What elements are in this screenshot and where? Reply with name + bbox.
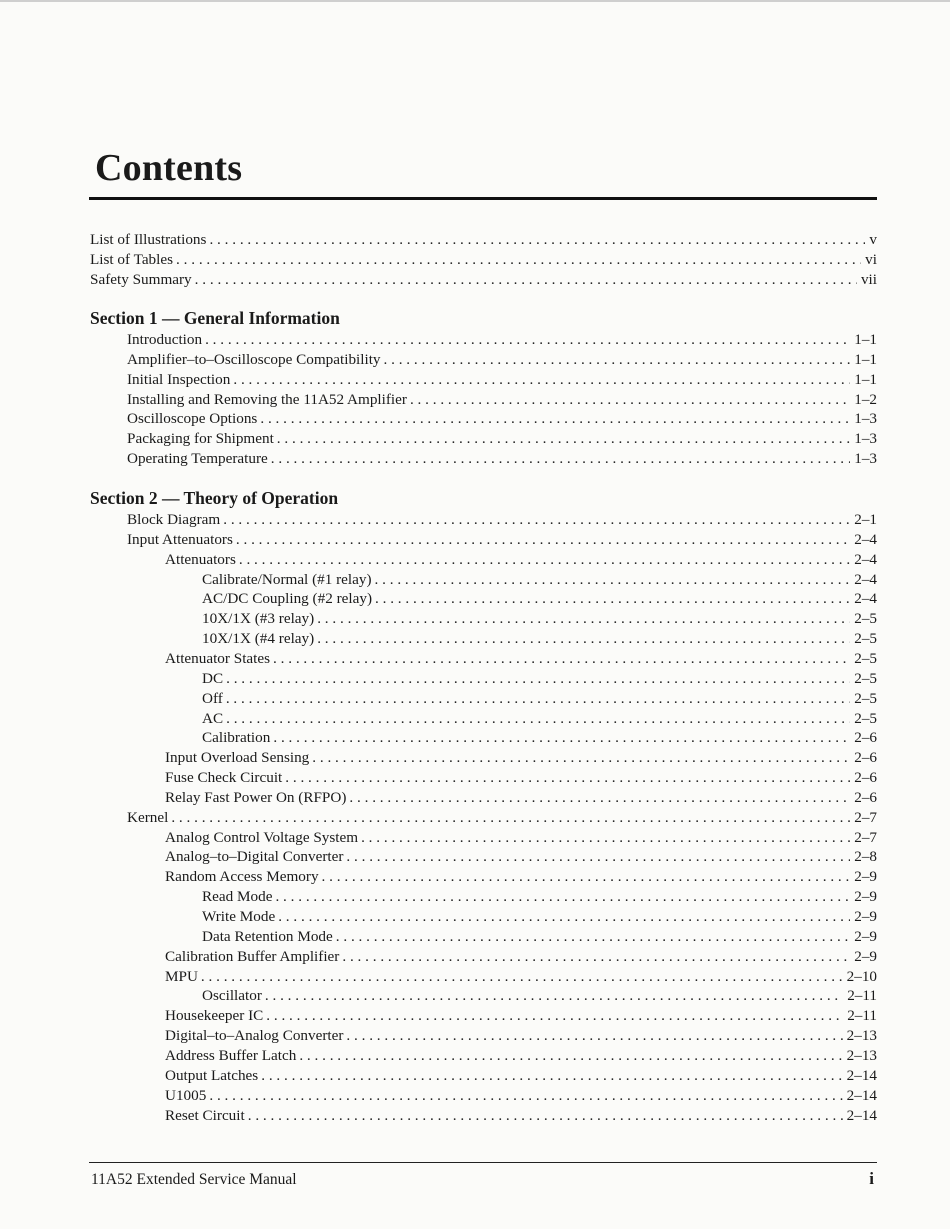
toc-entry-label: Attenuators — [165, 550, 236, 568]
dot-leader — [336, 927, 850, 947]
toc-entry-label: Initial Inspection — [127, 370, 231, 388]
toc-entry[interactable] — [127, 808, 877, 828]
toc-entry-label: AC/DC Coupling (#2 relay) — [202, 590, 372, 608]
toc-entry[interactable] — [202, 728, 877, 748]
toc-entry-page-number: 2–5 — [854, 669, 877, 687]
dot-leader — [209, 230, 865, 250]
toc-entry[interactable] — [202, 570, 877, 590]
toc-entry[interactable] — [127, 330, 877, 350]
dot-leader — [239, 550, 850, 570]
toc-entry-page-number: 1–1 — [854, 350, 877, 368]
toc-entry-page-number: 1–3 — [854, 430, 877, 448]
toc-entry-label: Address Buffer Latch — [165, 1046, 297, 1064]
toc-entry[interactable] — [165, 947, 877, 967]
toc-entry-label: Kernel — [127, 808, 169, 826]
toc-entry[interactable] — [202, 887, 877, 907]
toc-entry[interactable] — [90, 250, 877, 270]
dot-leader — [342, 947, 850, 967]
dot-leader — [205, 330, 850, 350]
dot-leader — [317, 609, 850, 629]
dot-leader — [176, 250, 861, 270]
toc-entry[interactable] — [165, 550, 877, 570]
toc-entry-label: List of Illustrations — [90, 231, 207, 248]
toc-entry[interactable] — [90, 270, 877, 290]
toc-entry-label: DC — [202, 669, 224, 687]
toc-entry-page-number: 2–10 — [846, 967, 877, 985]
toc-entry-label: Oscilloscope Options — [127, 410, 258, 428]
toc-entry[interactable] — [202, 907, 877, 927]
toc-entry-label: Safety Summary — [90, 271, 192, 288]
toc-entry-page-number: 2–14 — [846, 1106, 877, 1124]
toc-entry[interactable] — [202, 589, 877, 609]
toc-entry-page-number: 2–4 — [854, 530, 877, 548]
toc-entry[interactable] — [127, 350, 877, 370]
toc-entry-label: Analog Control Voltage System — [165, 828, 359, 846]
dot-leader — [349, 788, 850, 808]
toc-entry-page-number: v — [869, 231, 877, 248]
toc-entry[interactable] — [165, 828, 877, 848]
toc-entry-page-number: 2–11 — [847, 1007, 877, 1025]
footer-page-number: i — [869, 1169, 874, 1188]
toc-entry-page-number: 2–6 — [854, 788, 877, 806]
toc-entry-label: Housekeeper IC — [165, 1007, 264, 1025]
toc-entry-page-number: 1–3 — [854, 410, 877, 428]
toc-entry[interactable] — [165, 847, 877, 867]
toc-entry-page-number: 2–6 — [854, 729, 877, 747]
dot-leader — [361, 828, 850, 848]
dot-leader — [195, 270, 857, 290]
toc-entry-page-number: 2–5 — [854, 649, 877, 667]
toc-entry-page-number: 2–5 — [854, 689, 877, 707]
toc-entry[interactable] — [165, 867, 877, 887]
dot-leader — [312, 748, 850, 768]
toc-entry-page-number: 1–3 — [854, 450, 877, 468]
toc-entry-label: Packaging for Shipment — [127, 430, 274, 448]
toc-entry-page-number: 2–9 — [854, 868, 877, 886]
dot-leader — [375, 570, 851, 590]
toc-entry-page-number: 2–4 — [854, 570, 877, 588]
toc-entry-label: Relay Fast Power On (RFPO) — [165, 788, 347, 806]
dot-leader — [375, 589, 850, 609]
toc-entry-page-number: 2–4 — [854, 550, 877, 568]
toc-entry[interactable] — [127, 390, 877, 410]
toc-entry-label: Introduction — [127, 331, 203, 348]
section-heading: Section 2 — Theory of Operation — [90, 488, 339, 508]
toc-entry[interactable] — [202, 927, 877, 947]
toc-entry-label: Read Mode — [202, 888, 273, 906]
toc-entry[interactable] — [165, 1106, 877, 1126]
page-title: Contents — [95, 147, 243, 189]
toc-entry[interactable] — [202, 669, 877, 689]
toc-entry-label: Input Attenuators — [127, 530, 233, 548]
toc-entry-label: 10X/1X (#4 relay) — [202, 630, 315, 648]
dot-leader — [299, 1046, 842, 1066]
toc-entry-page-number: 2–13 — [846, 1046, 877, 1064]
toc-entry-page-number: 2–14 — [846, 1066, 877, 1084]
toc-entry-label: Analog–to–Digital Converter — [165, 848, 344, 866]
toc-entry-page-number: 2–4 — [854, 590, 877, 608]
toc-entry[interactable] — [165, 1026, 877, 1046]
toc-entry-page-number: 2–9 — [854, 908, 877, 925]
toc-entry-page-number: 2–6 — [854, 769, 877, 787]
toc-entry-label: 10X/1X (#3 relay) — [202, 610, 315, 628]
toc-entry-page-number: 2–7 — [854, 828, 877, 846]
toc-entry-label: Off — [202, 689, 223, 707]
title-rule-divider — [89, 197, 877, 200]
toc-entry[interactable] — [165, 1066, 877, 1086]
dot-leader — [201, 967, 843, 987]
toc-entry-label: MPU — [165, 967, 198, 985]
toc-entry-label: Fuse Check Circuit — [165, 769, 283, 787]
dot-leader — [278, 907, 850, 927]
toc-entry-label: Reset Circuit — [165, 1106, 245, 1124]
toc-entry-label: Block Diagram — [127, 511, 221, 528]
dot-leader — [384, 350, 851, 370]
dot-leader — [266, 1006, 843, 1026]
dot-leader — [285, 768, 850, 788]
toc-entry[interactable] — [202, 609, 877, 629]
toc-entry-page-number: 2–7 — [854, 808, 877, 826]
footer-rule-divider — [89, 1162, 877, 1163]
dot-leader — [265, 986, 843, 1006]
toc-entry[interactable] — [127, 449, 877, 469]
toc-entry-page-number: 2–9 — [854, 888, 877, 906]
toc-entry-page-number: 1–2 — [854, 390, 877, 408]
toc-entry-label: Operating Temperature — [127, 450, 268, 468]
toc-entry-page-number: vii — [860, 271, 877, 288]
toc-entry-label: Installing and Removing the 11A52 Amplifier — [127, 390, 407, 408]
toc-entry[interactable] — [165, 1086, 877, 1106]
toc-entry[interactable] — [127, 409, 877, 429]
toc-entry-label: Calibrate/Normal (#1 relay) — [202, 570, 372, 588]
toc-entry-page-number: 2–11 — [847, 987, 877, 1005]
toc-entry-page-number: 2–9 — [854, 947, 877, 965]
toc-entry[interactable] — [202, 709, 877, 729]
footer-manual-title: 11A52 Extended Service Manual — [91, 1171, 297, 1188]
toc-entry-label: Data Retention Mode — [202, 927, 333, 945]
toc-entry-page-number: 2–6 — [854, 749, 877, 767]
dot-leader — [236, 530, 850, 550]
dot-leader — [171, 808, 850, 828]
toc-entry-page-number: 2–14 — [846, 1086, 877, 1104]
toc-entry[interactable] — [127, 510, 877, 530]
toc-entry-label: Write Mode — [202, 908, 276, 925]
toc-entry[interactable] — [202, 629, 877, 649]
toc-entry-label: Amplifier–to–Oscilloscope Compatibility — [127, 350, 381, 368]
dot-leader — [209, 1086, 842, 1106]
toc-entry-page-number: 2–5 — [854, 630, 877, 648]
toc-entry[interactable] — [202, 689, 877, 709]
dot-leader — [226, 709, 850, 729]
toc-entry-label: Calibration Buffer Amplifier — [165, 947, 340, 965]
toc-entry-label: Digital–to–Analog Converter — [165, 1027, 344, 1045]
toc-entry[interactable] — [165, 967, 877, 987]
toc-entry-page-number: 2–5 — [854, 709, 877, 727]
toc-entry-page-number: 1–1 — [854, 370, 877, 388]
toc-entry-page-number: 2–5 — [854, 610, 877, 628]
toc-entry[interactable] — [127, 429, 877, 449]
toc-entry-label: Random Access Memory — [165, 868, 319, 886]
dot-leader — [277, 429, 850, 449]
toc-entry[interactable] — [90, 230, 877, 250]
toc-entry[interactable] — [165, 1046, 877, 1066]
section-heading: Section 1 — General Information — [90, 308, 340, 328]
dot-leader — [273, 728, 850, 748]
toc-entry-label: AC — [202, 709, 224, 727]
toc-entry-label: Oscillator — [202, 987, 262, 1005]
toc-entry-page-number: 1–1 — [854, 331, 877, 348]
toc-entry-label: Output Latches — [165, 1066, 259, 1084]
toc-entry-page-number: 2–1 — [854, 511, 877, 528]
toc-entry-page-number: 2–8 — [854, 848, 877, 866]
toc-entry[interactable] — [165, 768, 877, 788]
dot-leader — [261, 1066, 842, 1086]
toc-entry-label: List of Tables — [90, 251, 174, 268]
toc-entry-label: Attenuator States — [165, 649, 271, 667]
toc-entry-page-number: 2–13 — [846, 1027, 877, 1045]
dot-leader — [275, 887, 850, 907]
toc-entry[interactable] — [165, 1006, 877, 1026]
dot-leader — [346, 1026, 842, 1046]
dot-leader — [233, 370, 850, 390]
dot-leader — [410, 390, 850, 410]
toc-entry[interactable] — [127, 530, 877, 550]
toc-entry[interactable] — [127, 370, 877, 390]
dot-leader — [223, 510, 850, 530]
toc-entry[interactable] — [165, 649, 877, 669]
toc-entry-label: Input Overload Sensing — [165, 749, 310, 767]
toc-entry[interactable] — [165, 788, 877, 808]
toc-entry[interactable] — [202, 986, 877, 1006]
toc-entry-page-number: 2–9 — [854, 927, 877, 945]
dot-leader — [322, 867, 851, 887]
toc-entry[interactable] — [165, 748, 877, 768]
toc-entry-label: U1005 — [165, 1086, 207, 1104]
dot-leader — [271, 449, 850, 469]
dot-leader — [260, 409, 850, 429]
dot-leader — [226, 689, 850, 709]
page-top-edge — [0, 0, 950, 2]
dot-leader — [346, 847, 850, 867]
dot-leader — [248, 1106, 843, 1126]
toc-entry-label: Calibration — [202, 729, 271, 747]
dot-leader — [226, 669, 850, 689]
toc-entry-page-number: vi — [865, 251, 877, 268]
dot-leader — [317, 629, 850, 649]
dot-leader — [273, 649, 850, 669]
